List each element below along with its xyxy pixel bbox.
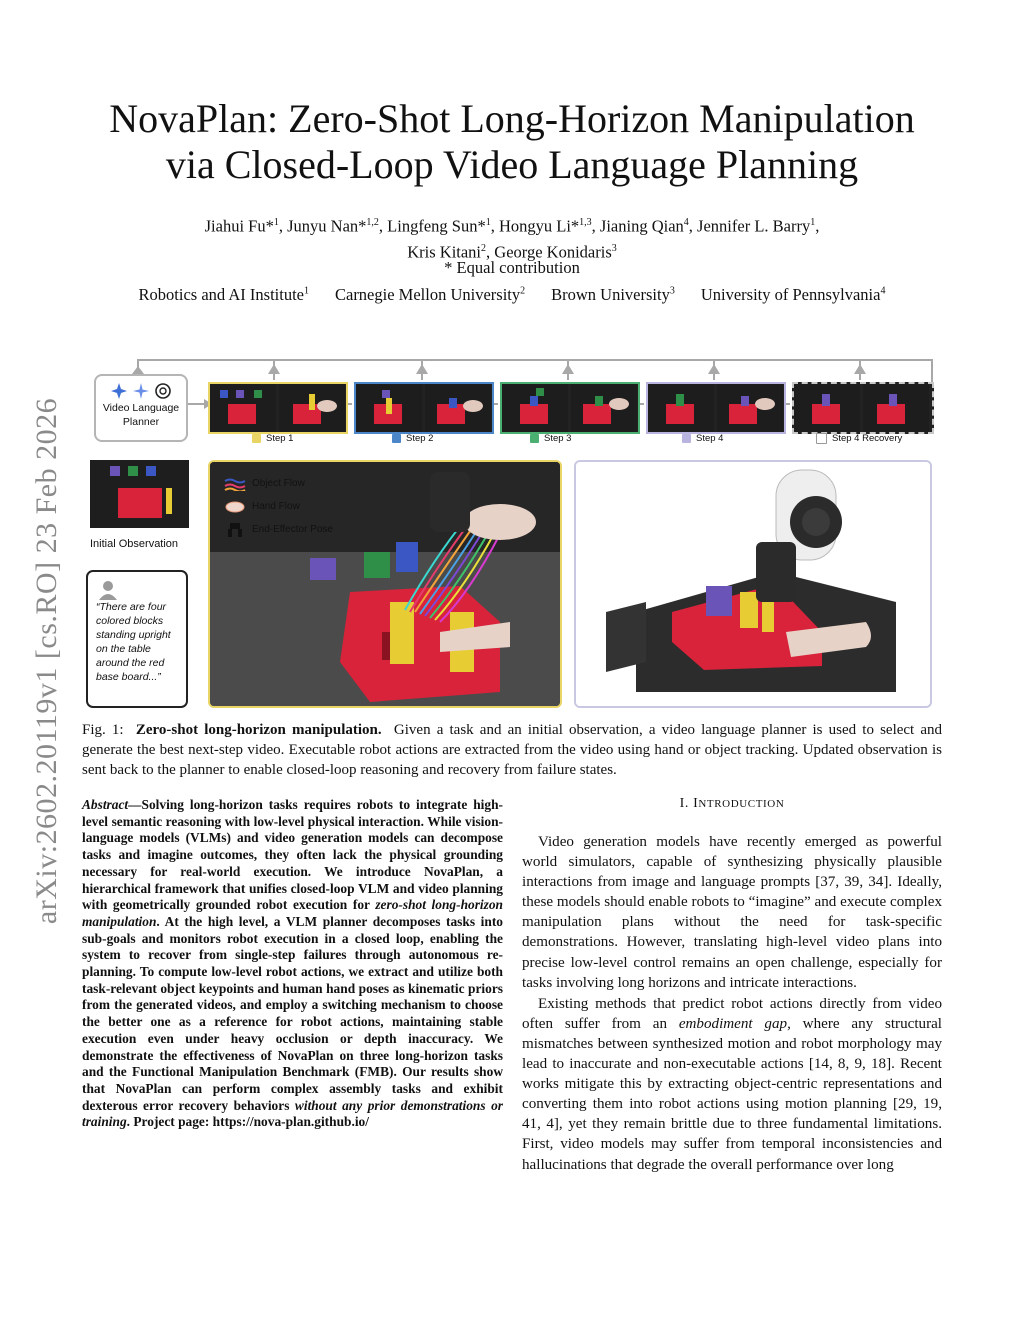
section-number: I. (679, 796, 689, 811)
affiliation: Brown University$^3$ (551, 285, 675, 304)
figure-1 (86, 352, 938, 710)
step-1-frames (208, 382, 348, 434)
paper-title (60, 96, 964, 188)
step-4-frame-a (648, 384, 714, 432)
abstract-italic-1: zero-shot long-horizon manipulation (82, 897, 504, 929)
object-flow-icon (224, 477, 246, 491)
step-1-label: Step 1 (252, 433, 293, 444)
openai-like-icon (154, 382, 172, 400)
step-3-frame-a (502, 384, 568, 432)
affiliation-list (80, 285, 944, 305)
abstract-italic-2: without any prior demonstrations or training (82, 1097, 503, 1130)
affiliation: Carnegie Mellon University$^2$ (334, 285, 526, 304)
legend-end-effector-pose: End-Effector Pose (224, 518, 333, 541)
task-description-bubble (86, 570, 188, 708)
sparkle-icon (132, 382, 150, 400)
author-name: Kris Kitani (407, 242, 482, 261)
legend-hand-flow: Hand Flow (224, 495, 333, 518)
section-heading-introduction: I. INTRODUCTION (679, 796, 785, 811)
author-name: Junyu Nan* (287, 216, 367, 236)
intro-paragraph-2: Existing methods that predict robot actions directly from video often suffer from an embodiment gap, where any structural mismatches between synthesized motion and robot morphology may lead to inaccurate and non-executable actions [14, 8, 9, 18]. Recent works mitigate this by extracting object-centric representations and converting them into robot actions using motion planning [29, 19, 41, 4], yet they remain brittle due to three fundamental limitations. First, video models may suffer from temporal inconsistencies and hallucinations that degrade the overall performance over long (522, 995, 942, 1173)
step-3-label: Step 3 (530, 433, 571, 444)
recovery-frame-a (794, 384, 860, 432)
step-2-label: Step 2 (392, 433, 433, 444)
robot-arm-illustration (576, 462, 930, 706)
abstract-part-1: Solving long-horizon tasks requires robots to integrate high-level semantic reasoning with low-level physical interaction. While vision-language models (VLMs) and video generation models can decompose tasks and imagine outcomes, they often lack the physical grounding necessary for real-world execution. We introduce NovaPlan, a hierarchical framework that unifies closed-loop VLM and video planning with geometrically grounded robot execution for (82, 797, 503, 913)
author-name: Hongyu Li* (498, 216, 580, 236)
step-3-frame-b (571, 384, 637, 432)
step-3-color-square (530, 434, 539, 443)
flow-extraction-panel (208, 460, 562, 708)
author-sup: 4 (683, 217, 689, 228)
planner-label-line-1: Video Language (102, 402, 180, 414)
equal-contribution-note: * Equal contribution (444, 258, 580, 277)
title-line-1: NovaPlan: Zero-Shot Long-Horizon Manipulation (109, 96, 915, 141)
abstract-part-2: . At the high level, a VLM planner decomposes tasks into sub-goals and monitors robot execution in a closed loop, enabling the system to recover from single-step failures through autonomous re-planning. To compute low-level robot actions, we extract and utilize both task-relevant object keypoints and human hand poses as kinematic priors from the generated videos, and employ a switching mechanism to choose the better one as a reference for robot actions, maintaining stable execution even under heavy occlusion or depth inaccuracy. We demonstrate the effectiveness of NovaPlan on three long-horizon tasks and the Functional Manipulation Benchmark (FMB). Our results show that NovaPlan can perform complex assembly tasks and exhibit dexterous error recovery behaviors (82, 913, 503, 1113)
step-4-frames (646, 382, 786, 434)
step-1-frame-b (279, 384, 345, 432)
arxiv-identifier (22, 368, 72, 953)
planner-label-line-2: Planner (122, 416, 160, 428)
step-2-color-square (392, 434, 401, 443)
caption-bold: Zero-shot long-horizon manipulation. (135, 722, 382, 738)
figure-caption (82, 720, 942, 780)
legend-object-flow: Object Flow (224, 472, 333, 495)
gripper-icon (224, 523, 246, 537)
caption-label: Fig. 1: (82, 722, 124, 738)
author-sup: 1 (485, 217, 491, 228)
robot-execution-panel (574, 460, 932, 708)
affiliation: Robotics and AI Institute$^1$ (138, 285, 309, 304)
abstract-heading: Abstract— (82, 797, 142, 812)
initial-observation-image (90, 460, 189, 528)
step-2-frame-b (425, 384, 491, 432)
step-4-color-square (682, 434, 691, 443)
step-4-label: Step 4 (682, 433, 723, 444)
intro-paragraph-1: Video generation models have recently emerged as powerful world simulators, capable of synthesizing physically plausible interactions from image and language prompts [37, 39, 34]. Ideally, these models should enable robots to “imagine” and execute complex manipulation plans without the need for task-specific demonstrations. However, translating high-level video plans into precise low-level control remains an open challenge, especially for tasks involving long horizons and intricate interactions. (522, 834, 942, 991)
author-list: Jiahui Fu*$^1$, Junyu Nan*$^{1,2}$, Lingfeng Sun*$^1$, Hongyu Li*$^{1,3}$, Jianing Qian$^4$, Jennifer L. Barry$^1$, Kris Kitani$^2$, George Konidaris$^3$ (204, 216, 820, 261)
author-sup: 1,2 (366, 217, 379, 228)
affiliation: University of Pennsylvania$^4$ (700, 285, 886, 304)
author-sup: 1 (273, 217, 279, 228)
author-name: Jianing Qian (599, 216, 684, 236)
step-4-recovery-label: Step 4 Recovery (816, 433, 902, 444)
author-name: George Konidaris (494, 242, 612, 261)
title-line-2: via Closed-Loop Video Language Planning (165, 142, 859, 187)
person-icon (98, 580, 118, 600)
hand-flow-icon (224, 500, 246, 514)
step-2-frames (354, 382, 494, 434)
introduction-body (522, 832, 942, 1175)
step-1-frame-a (210, 384, 276, 432)
author-sup: 1,3 (579, 217, 592, 228)
step-2-frame-a (356, 384, 422, 432)
author-sup: 2 (481, 242, 487, 254)
step-3-frames (500, 382, 640, 434)
video-language-planner (94, 374, 188, 442)
flow-legend (224, 472, 333, 541)
gemini-like-icon (110, 382, 128, 400)
abstract (82, 797, 503, 1131)
author-sup: 3 (611, 242, 617, 254)
step-4-recovery-frames (792, 382, 934, 434)
recovery-color-square (816, 433, 827, 444)
task-description-text: “There are four colored blocks standing upright on the table around the red base board...” (96, 601, 171, 683)
author-sup: 1 (810, 217, 816, 228)
step-4-frame-b (717, 384, 783, 432)
caption-text: Given a task and an initial observation, a video language planner is used to select and generate the best next-step video. Executable robot actions are extracted from the video using hand or object tracking. Updated observation is sent back to the planner to enable closed-loop reasoning and recovery from failure states. (82, 722, 943, 778)
abstract-part-3: . Project page: https://nova-plan.github.io/ (126, 1114, 369, 1130)
author-name: Jennifer L. Barry (697, 216, 811, 236)
author-name: Lingfeng Sun* (387, 216, 486, 236)
author-name: Jiahui Fu* (204, 216, 274, 236)
arxiv-text: arXiv:2602.20119v1 [cs.RO] 23 Feb 2026 (30, 397, 63, 924)
initial-observation-label: Initial Observation (90, 538, 179, 550)
recovery-frame-b (863, 384, 929, 432)
step-1-color-square (252, 434, 261, 443)
